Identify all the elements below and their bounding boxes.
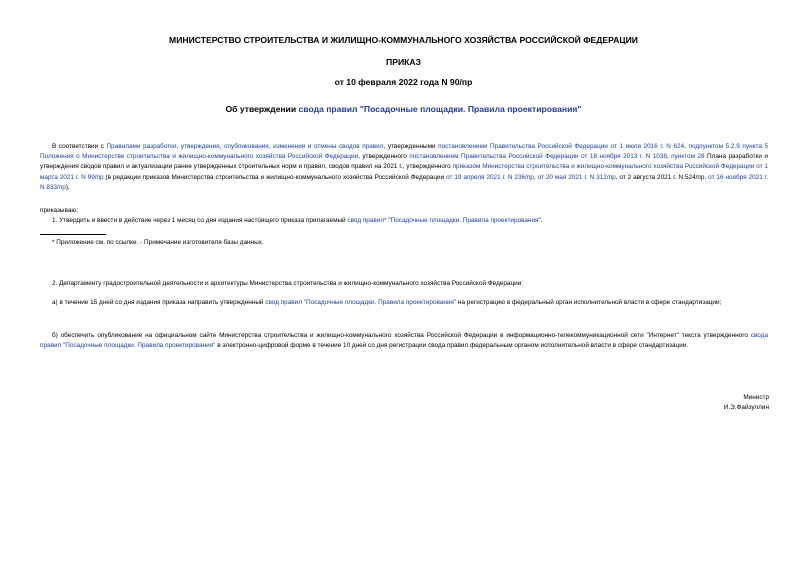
preamble-text: (в редакции приказов Министерства строительства и жилищно-коммунального хозяйства Российской Федерации [103,173,447,181]
code-of-rules-link[interactable]: свод правил "Посадочные площадки. Правила проектирования" [265,299,457,306]
title-prefix: Об утверждении [225,104,299,114]
item-1-text: 1. Утвердить и ввести в действие через 1 месяц со дня издания настоящего приказа прилагаемый [52,217,348,224]
order-833-link[interactable]: от 16 ноября 2021 г. N 833/пр [40,173,769,191]
footnote-divider [40,234,106,235]
order-312-link[interactable]: от 20 мая 2021 г. N 312/пр [537,173,616,181]
preamble-text: , утвержденными [383,143,439,150]
code-of-rules-link[interactable]: свода правил "Посадочные площадки. Правила проектирования" [40,332,768,350]
footnote: * Приложение см. по ссылке. - Примечание изготовителя базы данных. [52,239,264,246]
preamble-text: , [666,153,672,161]
code-of-rules-link[interactable]: свод правил* [347,217,387,224]
decree-624-link[interactable]: постановлением Правительства Российской Федерации от 1 июля 2016 г. N 624 [438,143,685,150]
preamble-text: , [533,173,538,181]
order-99-link[interactable]: приказом Министерства строительства и жилищно-коммунального хозяйства Российской Федерации от 1 марта 2021 г. N 99/пр [40,163,768,181]
preamble-text: Плана разработки и утверждения сводов правил и актуализации ранее утвержденных строительных норм и правил, сводов правил на 2021 г., утвержденного [40,153,768,171]
preamble-text: , [684,143,689,150]
title-link[interactable]: свода правил "Посадочные площадки. Правила проектирования" [298,104,582,114]
signature-block [724,393,769,414]
preamble-paragraph [40,142,768,193]
item-2a-text: а) в течение 15 дней со дня издания приказа направить утвержденный [52,299,266,306]
item-2a [40,298,768,308]
item-2: 2. Департаменту градостроительной деятельности и архитектуры Министерства строительства и жилищно-коммунального хозяйства Российской Федерации: [52,280,524,287]
item-2b-text: в электронно-цифровой форме в течение 10 дней со дня регистрации свода правил федеральным органом исполнительной власти в сфере стандартизации. [215,342,689,350]
item-2b [40,331,768,351]
ministry-heading: МИНИСТЕРСТВО СТРОИТЕЛЬСТВА И ЖИЛИЩНО-КОММУНАЛЬНОГО ХОЗЯЙСТВА РОССИЙСКОЙ ФЕДЕРАЦИИ [169,35,638,45]
doc-type-heading: ПРИКАЗ [386,57,421,67]
item-1 [40,216,768,226]
landing-sites-link[interactable]: Посадочные площадки. Правила проектирования [390,217,539,224]
preamble-text: В соответствии с [52,143,107,150]
rules-link[interactable]: Правилами разработки, утверждения, опубликования, изменения и отмены сводов правил [106,143,384,150]
signatory-name: И.Э.Файзуллин [723,404,769,412]
signatory-position: Министр [743,394,769,401]
preamble-text: , от 2 августа 2021 г. N 524/пр, [615,173,709,181]
item-1-text: " [386,217,391,224]
date-number-heading: от 10 февраля 2022 года N 90/пр [334,77,473,87]
order-236-link[interactable]: от 19 апреля 2021 г. N 236/пр [446,173,534,181]
item-2b-text: б) обеспечить опубликование на официальном сайте Министерства строительства и жилищно-коммунального хозяйства Российской Федерации в информационно-телекоммуникационной сети "Интернет" текста утвержденного [52,332,751,339]
preamble-text: , утвержденного [358,153,410,161]
clause-28-link[interactable]: пунктом 28 [671,153,705,161]
decree-1038-link[interactable]: постановлением Правительства Российской Федерации от 18 ноября 2013 г. N 1038 [409,153,667,161]
item-2a-text: на регистрацию в федеральный орган исполнительной власти в сфере стандартизации; [456,299,722,306]
document-title [0,104,807,114]
subclause-link[interactable]: подпунктом 5.2.9 пункта 5 Положения о Министерстве строительства и жилищно-коммунального хозяйства Российской Федерации [40,143,769,161]
preamble-text: ), [65,183,70,191]
order-word: приказываю: [40,207,78,214]
item-1-text: ". [538,217,543,224]
